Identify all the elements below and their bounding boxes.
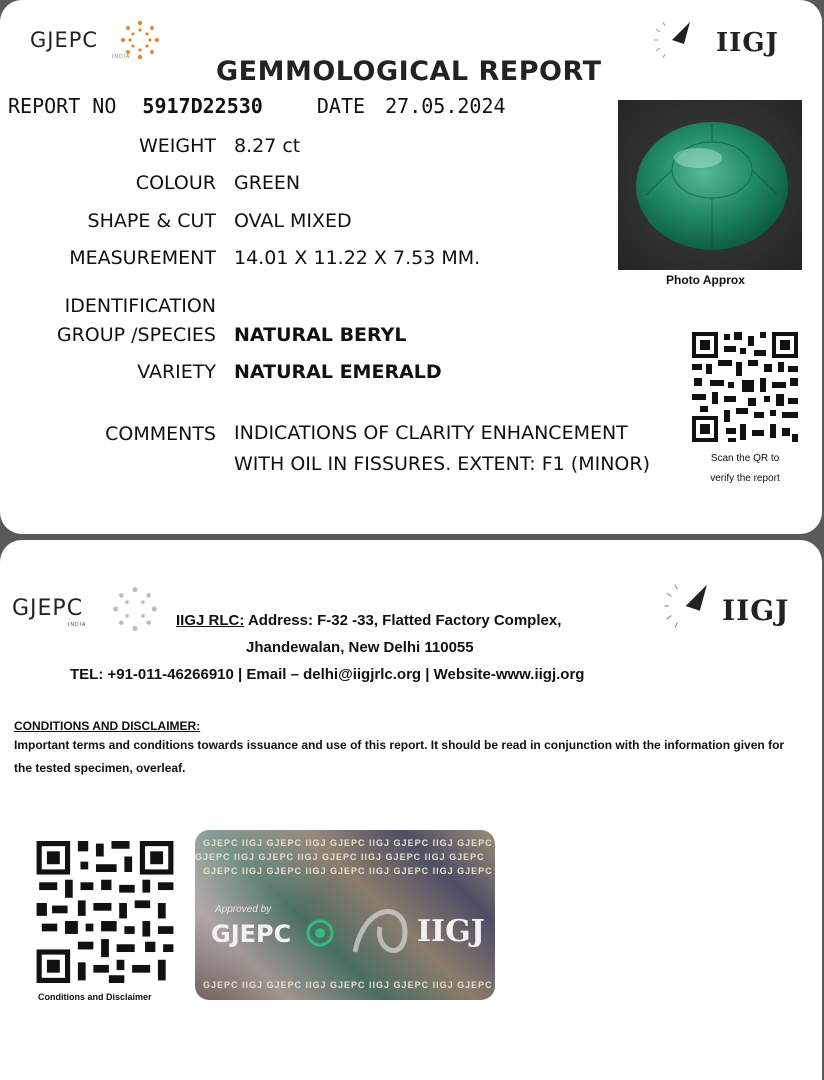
hologram-gjepc-text: GJEPC bbox=[211, 920, 292, 948]
gjepc-logo-back-text: GJEPC bbox=[12, 596, 84, 621]
report-number-row bbox=[8, 94, 506, 118]
comments-value: INDICATIONS OF CLARITY ENHANCEMENT WITH OIL IN FISSURES. EXTENT: F1 (MINOR) bbox=[234, 422, 650, 475]
gjepc-logo bbox=[30, 28, 131, 60]
report-front-card bbox=[0, 0, 822, 534]
group-species-value: NATURAL BERYL bbox=[234, 324, 407, 346]
hologram-swirl-icon bbox=[345, 892, 415, 962]
gjepc-logo-back bbox=[12, 596, 87, 628]
gem-photo bbox=[618, 100, 802, 270]
gjepc-logo-sub: INDIA bbox=[112, 54, 131, 60]
date-label: DATE bbox=[316, 94, 366, 118]
hologram-approved-text: Approved by bbox=[215, 904, 272, 915]
hologram-repeat-text: GJEPC IIGJ GJEPC IIGJ GJEPC IIGJ GJEPC IIGJ GJEPC bbox=[203, 838, 493, 848]
qr-caption-line-1: Scan the QR to bbox=[710, 453, 780, 464]
photo-caption: Photo Approx bbox=[666, 273, 745, 287]
measurement-label: MEASUREMENT bbox=[69, 247, 216, 269]
report-back-card bbox=[0, 540, 822, 1080]
identification-label: IDENTIFICATION bbox=[64, 295, 216, 317]
group-species-label: GROUP /SPECIES bbox=[56, 324, 216, 346]
address-prefix: IIGJ RLC: bbox=[176, 612, 245, 629]
contact-line: TEL: +91-011-46266910 | Email – delhi@iigjrlc.org | Website-www.iigj.org bbox=[70, 666, 585, 683]
hologram-iigj-text: IIGJ bbox=[417, 914, 485, 949]
report-number-label: REPORT NO bbox=[8, 94, 117, 118]
gem-image bbox=[618, 100, 802, 270]
address-line-1-text: Address: F-32 -33, Flatted Factory Complex, bbox=[244, 612, 562, 629]
diamond-burst-icon bbox=[662, 580, 714, 632]
conditions-qr-code[interactable] bbox=[34, 838, 176, 986]
colour-value: GREEN bbox=[234, 172, 301, 194]
shape-cut-label: SHAPE & CUT bbox=[87, 210, 216, 232]
iigj-logo-back-text: IIGJ bbox=[722, 594, 790, 627]
hologram-repeat-text: GJEPC IIGJ GJEPC IIGJ GJEPC IIGJ GJEPC IIGJ GJEPC bbox=[203, 866, 493, 876]
weight-value: 8.27 ct bbox=[234, 135, 301, 157]
variety-label: VARIETY bbox=[137, 361, 216, 383]
report-title: GEMMOLOGICAL REPORT bbox=[216, 56, 602, 87]
comments-label: COMMENTS bbox=[105, 423, 216, 445]
qr-caption-line-2: verify the report bbox=[710, 473, 780, 484]
conditions-qr-caption: Conditions and Disclaimer bbox=[38, 992, 152, 1002]
gjepc-logo-back-sub: INDIA bbox=[68, 622, 87, 628]
measurement-value: 14.01 X 11.22 X 7.53 MM. bbox=[234, 247, 481, 269]
report-number: 5917D22530 bbox=[142, 94, 263, 118]
hologram-sticker bbox=[195, 830, 495, 1000]
variety-value: NATURAL EMERALD bbox=[234, 361, 442, 383]
diamond-burst-icon bbox=[652, 18, 696, 62]
shape-cut-value: OVAL MIXED bbox=[234, 210, 352, 232]
address-line-2: Jhandewalan, New Delhi 110055 bbox=[246, 639, 474, 656]
conditions-heading: CONDITIONS AND DISCLAIMER: bbox=[14, 719, 201, 733]
hologram-repeat-text: GJEPC IIGJ GJEPC IIGJ GJEPC IIGJ GJEPC IIGJ GJEPC bbox=[203, 980, 493, 990]
colour-label: COLOUR bbox=[135, 172, 216, 194]
report-date: 27.05.2024 bbox=[385, 94, 506, 118]
address-line-1 bbox=[176, 612, 561, 629]
sunburst-icon bbox=[110, 584, 160, 634]
hologram-emblem-icon bbox=[305, 918, 335, 948]
weight-label: WEIGHT bbox=[138, 135, 216, 157]
conditions-text: Important terms and conditions towards issuance and use of this report. It should be read in conjunction with the information given for the tested specimen, overleaf. bbox=[14, 738, 785, 775]
iigj-logo-text: IIGJ bbox=[716, 28, 779, 58]
verify-qr-code[interactable] bbox=[690, 330, 800, 444]
hologram-repeat-text: GJEPC IIGJ GJEPC IIGJ GJEPC IIGJ GJEPC IIGJ GJEPC bbox=[195, 852, 485, 862]
qr-caption bbox=[690, 449, 800, 489]
gjepc-logo-text: GJEPC bbox=[30, 28, 99, 52]
